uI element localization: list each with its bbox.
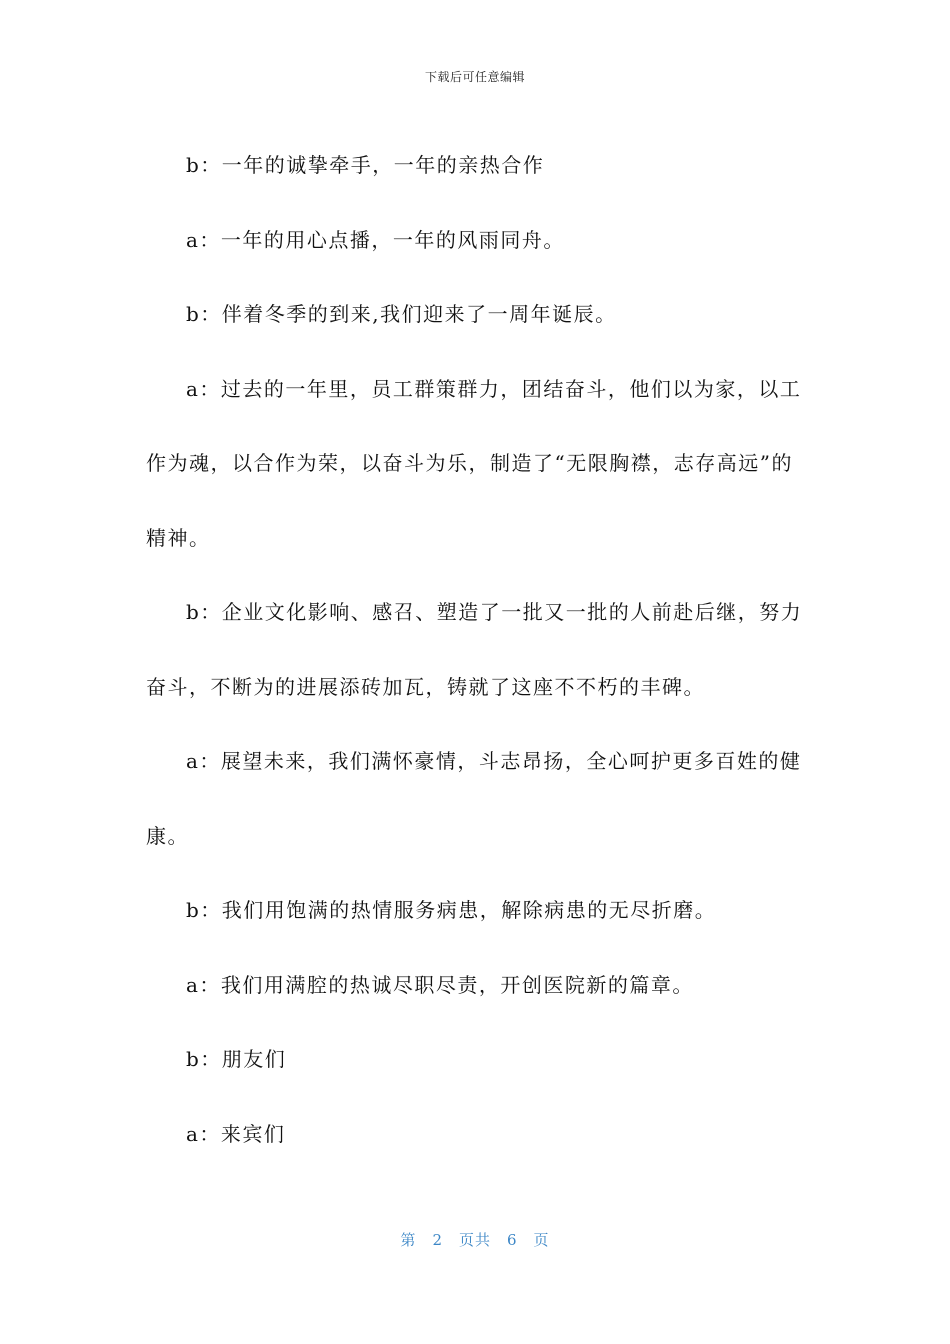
page-suffix: 页 — [533, 1231, 550, 1249]
page-footer — [0, 1229, 950, 1250]
paragraph-8: a：我们用满腔的热诚尽职尽责，开创医院新的篇章。 — [186, 972, 694, 997]
document-body — [146, 128, 806, 1171]
page-middle: 页共 — [458, 1231, 491, 1249]
paragraph-9: b：朋友们 — [186, 1047, 287, 1071]
paragraph-6: a：展望未来，我们满怀豪情，斗志昂扬，全心呵护更多百姓的健康。 — [146, 749, 802, 848]
paragraph-4: a：过去的一年里，员工群策群力，团结奋斗，他们以为家，以工作为魂，以合作为荣，以奋斗为乐，制造了“无限胸襟，志存高远”的精神。 — [146, 376, 802, 550]
paragraph-5: b：企业文化影响、感召、塑造了一批又一批的人前赴后继，努力奋斗，不断为的进展添砖加瓦，铸就了这座不不朽的丰碑。 — [146, 600, 803, 699]
paragraph-2: a：一年的用心点播，一年的风雨同舟。 — [186, 227, 565, 252]
page-prefix: 第 — [400, 1231, 417, 1249]
paragraph-7: b：我们用饱满的热情服务病患，解除病患的无尽折磨。 — [186, 898, 717, 922]
paragraph-3: b：伴着冬季的到来,我们迎来了一周年诞辰。 — [186, 302, 617, 326]
paragraph-1: b：一年的诚挚牵手，一年的亲热合作 — [186, 153, 545, 177]
current-page-number: 2 — [432, 1231, 443, 1249]
header-note: 下载后可任意编辑 — [424, 70, 525, 84]
paragraph-10: a：来宾们 — [186, 1121, 286, 1146]
total-pages-number: 6 — [507, 1231, 518, 1249]
